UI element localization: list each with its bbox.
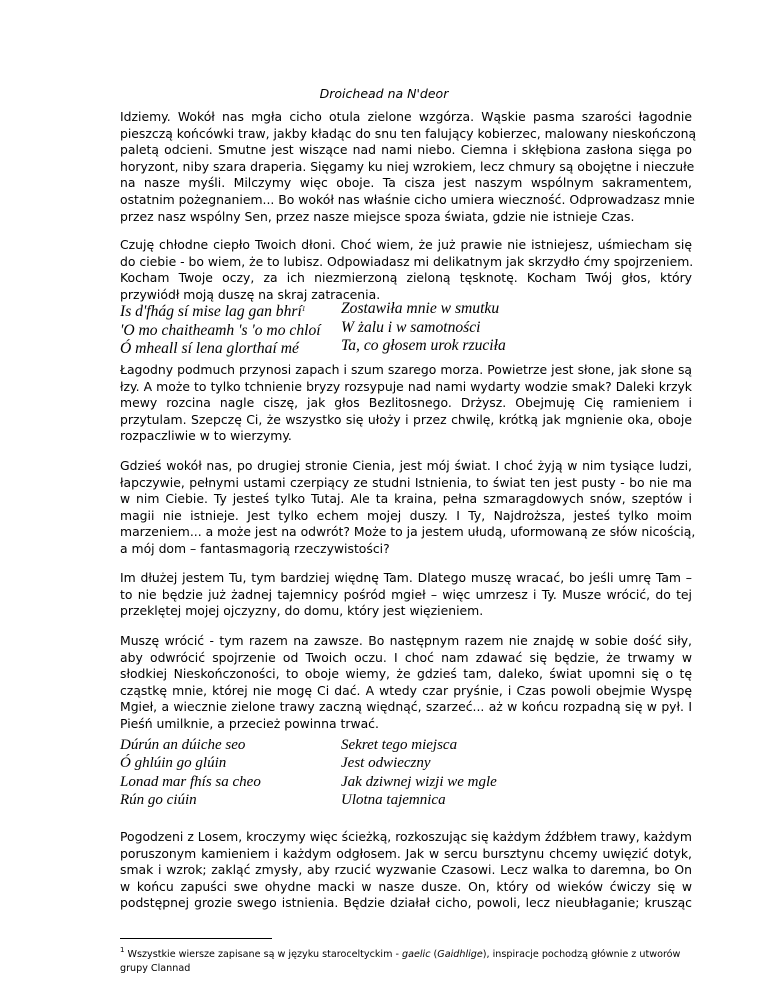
text-line: Im dłużej jestem Tu, tym bardziej więdnę Tam. Dlatego muszę wracać, bo jeśli umrę Tam –	[120, 570, 692, 585]
footnote-line: $^1$ Wszystkie wiersze zapisane są w języku staroceltyckim - gaelic (Gaidhlige), inspiracje pochodzą głównie z utworów	[120, 946, 681, 960]
text-line: łapczywie, pełnymi ustami czerpiący ze studni Istnienia, to świat ten jest pusty - bo nie ma	[120, 474, 692, 490]
text-line: Pogodzeni z Losem, kroczymy więc ścieżką, rozkoszując się każdym źdźbłem trawy, każdym	[120, 829, 692, 844]
text-line: Łagodny podmuch przynosi zapach i szum szarego morza. Powietrze jest słone, jak słone są	[120, 362, 692, 377]
poem-line: Lonad mar fhís sa cheo	[120, 773, 261, 790]
text-line: magii nie istnieje. Jest tylko echem mojej duszy. I Ty, Najdroższa, jesteś tylko moim	[120, 507, 692, 523]
poem-line: Ó mheall sí lena glorthaí mé	[120, 340, 299, 358]
paragraph-4	[120, 458, 696, 558]
footnote-marker: 1	[120, 946, 125, 954]
poem-stanza-2	[120, 736, 692, 812]
poem-line: Jak dziwnej wizji we mgle	[341, 773, 497, 790]
poem-line: Dúrún an dúiche seo	[120, 737, 246, 753]
poem-line: Zostawiła mnie w smutku	[341, 300, 500, 317]
text-line: Kocham Twoje oczy, za ich niezmierzoną zieloną tęsknotę. Kocham Twój głos, który	[120, 270, 692, 286]
text-line: aby odwrócić spojrzenie od Twoich oczu. I choć nam zdawać się będzie, że trwamy w	[120, 649, 692, 665]
poem-line: Sekret tego miejsca	[341, 737, 458, 753]
text-line: słodkiej Nieskończoności, to oboje wiemy, że gdzieś tam, daleko, świat upomni się o tę	[120, 666, 692, 682]
text-line: ostatnim pożegnaniem... Bo wokół nas właśnie cicho umiera wieczność. Odprowadzasz mnie	[120, 191, 695, 207]
footnote-line: grupy Clannad	[120, 962, 191, 974]
text-line: przeklętej mojej ojczyzny, do domu, który jest więzieniem.	[120, 603, 484, 619]
text-line: Idziemy. Wokół nas mgła cicho otula zielone wzgórza. Wąskie pasma szarości łagodnie	[120, 109, 692, 124]
footnote	[120, 944, 692, 975]
footnote-divider	[120, 938, 272, 939]
text-line: do ciebie - bo wiem, że to lubisz. Odpowiadasz mi delikatnym jak skrzydło ćmy spojrzeniem.	[120, 253, 694, 269]
poem-polish-column	[341, 736, 497, 810]
paragraph-5	[120, 570, 692, 620]
poem-line: Is d'fhág sí mise lag gan bhrí$^1$	[120, 303, 306, 320]
text-line: pieszczą końcówki traw, jakby kładąc do snu ten falujący kobierzec, malowany nieskończoną	[120, 125, 697, 141]
poem-line: Rún go ciúin	[120, 792, 197, 809]
text-line: w końcu zapuści swe ohydne macki w nasze dusze. On, który od wieków ćwiczy się w	[120, 878, 692, 894]
text-line: paletą odcieni. Smutne jest wiszące nad nami niebo. Ciemna i skłębiona zasłona sięga po	[120, 142, 692, 158]
text-line: Pieśń umilknie, a przecież powinna trwać.	[120, 715, 379, 731]
paragraph-2	[120, 237, 692, 303]
text-line: na nasze myśli. Milczymy więc oboje. Ta cisza jest naszym wspólnym sakramentem,	[120, 175, 692, 191]
poem-polish-column	[341, 300, 506, 356]
text-line: Czuję chłodne ciepło Twoich dłoni. Choć wiem, że już prawie nie istniejesz, uśmiecham się	[120, 237, 692, 252]
text-line: mewy rozcina nagle ciszę, jak głos Bezlitosnego. Drżysz. Obejmuję Cię ramieniem i	[120, 395, 692, 411]
paragraph-6	[120, 633, 692, 733]
text-line: rozpaczliwie w to wierzymy.	[120, 428, 292, 444]
page-title: Droichead na N'deor	[319, 86, 449, 101]
text-line: to nie będzie już żadnej tajemnicy pośród mgieł – więc umrzesz i Ty. Musze wrócić, do tej	[120, 586, 692, 602]
paragraph-3	[120, 362, 692, 445]
text-line: w nim Ciebie. Ty jesteś tylko Tutaj. Ale ta kraina, pełna szmaragdowych snów, szeptów i	[120, 491, 692, 507]
text-line: Muszę wrócić - tym razem na zawsze. Bo następnym razem nie znajdę w sobie dość siły,	[120, 633, 692, 648]
poem-line: Ulotna tajemnica	[341, 792, 446, 809]
text-line: łzy. A może to tylko tchnienie bryzy rozsypuje nad nami wydarty wodzie smak? Daleki krzyk	[120, 378, 692, 394]
poem-line: 'O mo chaitheamh 's 'o mo chloí	[120, 321, 321, 339]
text-line: Gdzieś wokół nas, po drugiej stronie Cienia, jest mój świat. I choć żyją w nim tysiące ludzi,	[120, 458, 692, 473]
paragraph-1	[120, 109, 697, 225]
text-line: Mgieł, a wiecznie zielone trawy zaczną więdnąć, szarzeć... aż w końcu rozpadną się w pył. I	[120, 699, 692, 715]
text-line: przytulam. Szepczę Ci, że wszystko się ułoży i przez chwilę, krótką jak mgnienie oka, oboje	[120, 411, 692, 427]
text-line: przez nasz wspólny Sen, przez nasze miejsce spoza świata, gdzie nie istnieje Czas.	[120, 208, 635, 224]
poem-line: Ó ghlúin go glúin	[120, 755, 227, 772]
text-line: horyzont, niby szara draperia. Sięgamy ku niej wzrokiem, lecz chmury są obojętne i nieczułe	[120, 158, 695, 174]
poem-line: Jest odwieczny	[341, 755, 431, 772]
footnote-reference: 1	[301, 305, 306, 313]
poem-gaelic-column	[120, 736, 261, 810]
text-line: smak i wzrok; zakląć zmysły, aby rzucić wyzwanie Czasowi. Lecz walka to daremna, bo On	[120, 862, 692, 878]
text-line: przywiódł moją duszę na skraj zatracenia.	[120, 286, 381, 302]
text-line: podstępnej grozie swego istnienia. Będzie działał cicho, powoli, lecz nieubłaganie; krusząc	[120, 895, 692, 911]
text-line: poruszonym kamieniem i każdym odgłosem. Jak w sercu bursztynu chcemy uwięzić dotyk,	[120, 845, 692, 861]
paragraph-7	[120, 829, 692, 912]
poem-gaelic-column	[120, 300, 321, 359]
poem-stanza-1	[120, 300, 692, 358]
poem-line: Ta, co głosem urok rzuciła	[341, 337, 506, 355]
text-line: a mój dom – fantasmagorią rzeczywistości?	[120, 540, 390, 556]
text-line: cząstkę mnie, której nie mogę Ci dać. A wtedy czar pryśnie, i Czas powoli obejmie Wyspę	[120, 682, 692, 698]
poem-line: W żalu i w samotności	[341, 318, 481, 336]
text-line: marzeniem... a może jest na odwrót? Może to ja jestem ułudą, uformowaną ze słów nicością,	[120, 524, 696, 540]
